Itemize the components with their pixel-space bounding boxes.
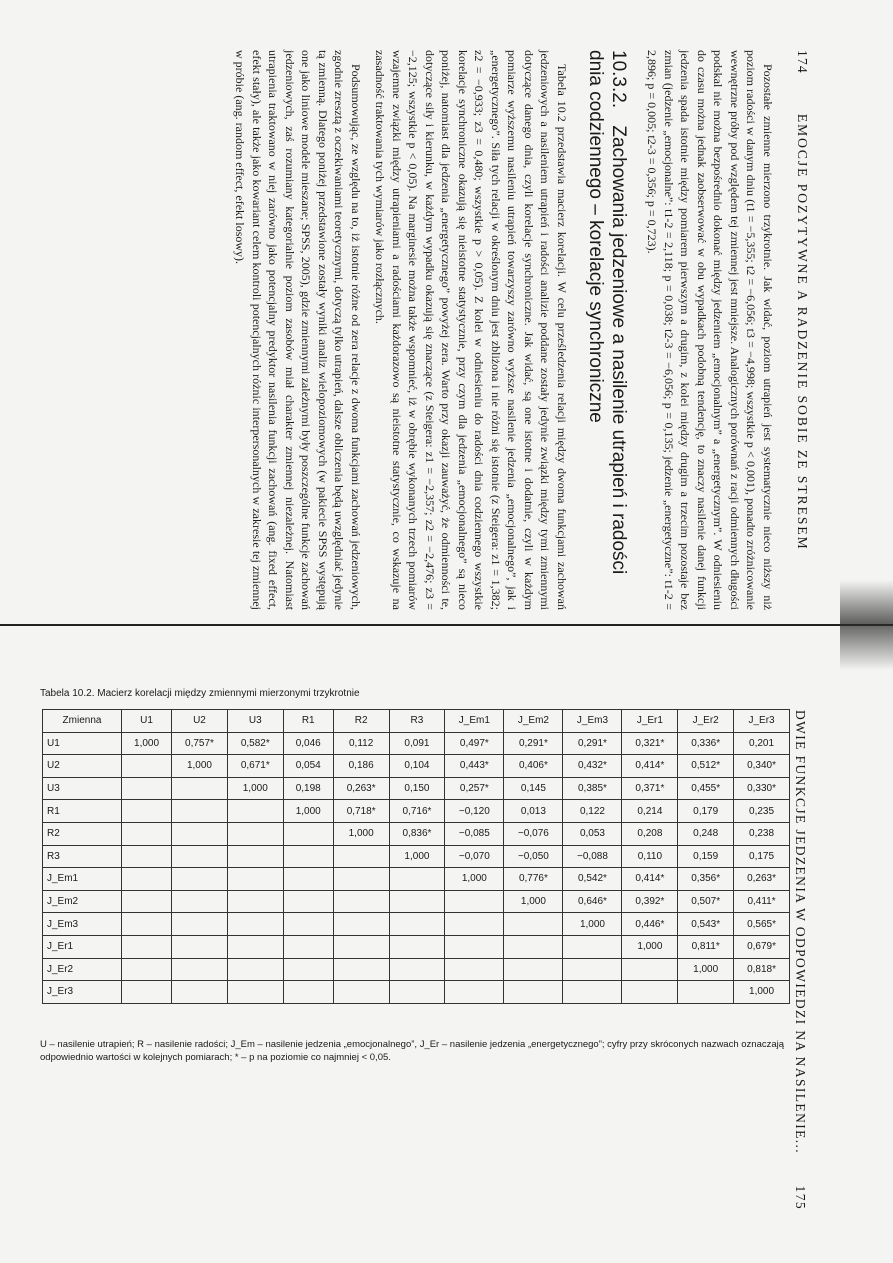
- column-header: U3: [227, 710, 283, 733]
- correlation-cell: [172, 845, 228, 868]
- correlation-cell: 0,446*: [622, 913, 678, 936]
- correlation-cell: 0,110: [622, 845, 678, 868]
- correlation-cell: [678, 981, 734, 1004]
- correlation-cell: 0,145: [504, 777, 563, 800]
- correlation-cell: 0,646*: [563, 890, 622, 913]
- correlation-cell: [172, 981, 228, 1004]
- correlation-cell: 0,811*: [678, 935, 734, 958]
- correlation-cell: 0,818*: [734, 958, 790, 981]
- correlation-cell: [333, 935, 389, 958]
- correlation-cell: [122, 822, 172, 845]
- correlation-cell: 0,679*: [734, 935, 790, 958]
- correlation-cell: [227, 935, 283, 958]
- correlation-cell: 0,330*: [734, 777, 790, 800]
- correlation-cell: −0,050: [504, 845, 563, 868]
- correlation-cell: 0,053: [563, 822, 622, 845]
- correlation-cell: 0,235: [734, 800, 790, 823]
- correlation-cell: [504, 935, 563, 958]
- column-header: R1: [283, 710, 333, 733]
- correlation-cell: [172, 913, 228, 936]
- correlation-cell: [283, 935, 333, 958]
- correlation-cell: 0,385*: [563, 777, 622, 800]
- correlation-cell: 0,776*: [504, 868, 563, 891]
- correlation-cell: 0,238: [734, 822, 790, 845]
- running-head-left-title: EMOCJE POZYTYWNE A RADZENIE SOBIE ZE STRESEM: [795, 113, 810, 551]
- correlation-cell: 0,565*: [734, 913, 790, 936]
- section-heading: [584, 50, 630, 610]
- correlation-cell: 0,175: [734, 845, 790, 868]
- correlation-cell: 0,497*: [445, 732, 504, 755]
- page-number-right: 175: [793, 1185, 808, 1210]
- correlation-cell: 0,443*: [445, 755, 504, 778]
- correlation-cell: 1,000: [622, 935, 678, 958]
- correlation-cell: 0,186: [333, 755, 389, 778]
- correlation-cell: [122, 800, 172, 823]
- correlation-cell: [172, 868, 228, 891]
- correlation-cell: 0,414*: [622, 868, 678, 891]
- correlation-cell: 0,179: [678, 800, 734, 823]
- correlation-cell: 0,414*: [622, 755, 678, 778]
- paragraph-2: Tabela 10.2 przedstawia macierz korelacji. W celu prześledzenia relacji między dwoma funkcjami zachowań jedzeniowych a nasileniem utrapień i radości analizie poddane zostały jedynie związki między tymi zmiennymi dotyczące danego dnia, czyli korelacje synchroniczne. Jak widać, są one istotne i dodatnie, czyli w każdym pomiarze wyższemu nasileniu utrapień towarzyszy zarówno wyższe nasilenie jedzenia „emocjonalnego”, jak i „energetycznego”. Siła tych relacji w określonym dniu jest zbliżona i nie różni się istotnie (z Steigera: z1 = 1,382; z2 = −0,933; z3 = 0,480; wszystkie p > 0,05). Z kolei w odniesieniu do radości dnia codziennego wszystkie korelacje synchroniczne okazują się nieistotne statystycznie, przy czym dla jedzenia „emocjonalnego” są nieco poniżej, natomiast dla jedzenia „energetycznego” powyżej zera. Warto przy okazji zauważyć, że odmienności te, dotyczące siły i kierunku, w każdym wypadku okazują się znaczące (z Steigera: z1 = −2,357; z2 = −2,476; z3 = −2,125; wszystkie p < 0,05). Na marginesie można także wspomnieć, iż w obrębie wykonanych trzech pomiarów wzajemne związki między utrapieniami a radościami każdorazowo są nieistotne statystycznie, co wskazuje na zasadność traktowania tych wymiarów jako rozłącznych.: [373, 50, 569, 610]
- correlation-cell: 0,432*: [563, 755, 622, 778]
- correlation-cell: [122, 958, 172, 981]
- correlation-cell: [563, 935, 622, 958]
- correlation-cell: [122, 755, 172, 778]
- table-row: [43, 845, 790, 868]
- correlation-cell: 0,671*: [227, 755, 283, 778]
- table-row: [43, 935, 790, 958]
- table-caption: Tabela 10.2. Macierz korelacji między zmiennymi mierzonymi trzykrotnie: [40, 688, 360, 699]
- correlation-cell: [283, 822, 333, 845]
- correlation-cell: [283, 845, 333, 868]
- correlation-cell: 1,000: [563, 913, 622, 936]
- table-row: [43, 958, 790, 981]
- correlation-cell: 0,208: [622, 822, 678, 845]
- table-row: [43, 822, 790, 845]
- correlation-cell: [122, 935, 172, 958]
- correlation-cell: 0,392*: [622, 890, 678, 913]
- row-header-cell: J_Em2: [43, 890, 122, 913]
- correlation-cell: [227, 890, 283, 913]
- correlation-cell: [389, 935, 445, 958]
- correlation-cell: 0,507*: [678, 890, 734, 913]
- correlation-cell: 0,150: [389, 777, 445, 800]
- correlation-cell: [504, 981, 563, 1004]
- correlation-cell: 1,000: [122, 732, 172, 755]
- correlation-table: [42, 709, 790, 1004]
- correlation-cell: 1,000: [389, 845, 445, 868]
- section-number: 10.3.2.: [608, 50, 629, 109]
- row-header-cell: R2: [43, 822, 122, 845]
- column-header: J_Em1: [445, 710, 504, 733]
- row-header-cell: J_Er3: [43, 981, 122, 1004]
- correlation-cell: 0,257*: [445, 777, 504, 800]
- column-header: Zmienna: [43, 710, 122, 733]
- column-header: J_Em2: [504, 710, 563, 733]
- correlation-cell: 0,263*: [333, 777, 389, 800]
- correlation-cell: 0,543*: [678, 913, 734, 936]
- correlation-cell: 0,291*: [504, 732, 563, 755]
- row-header-cell: J_Er2: [43, 958, 122, 981]
- correlation-cell: 0,406*: [504, 755, 563, 778]
- correlation-cell: 0,013: [504, 800, 563, 823]
- correlation-cell: 0,321*: [622, 732, 678, 755]
- correlation-cell: [172, 822, 228, 845]
- table-row: [43, 890, 790, 913]
- correlation-cell: [227, 868, 283, 891]
- column-header: J_Em3: [563, 710, 622, 733]
- row-header-cell: J_Em1: [43, 868, 122, 891]
- column-header: J_Er1: [622, 710, 678, 733]
- correlation-cell: 1,000: [333, 822, 389, 845]
- correlation-cell: [283, 958, 333, 981]
- correlation-cell: 0,263*: [734, 868, 790, 891]
- correlation-cell: [333, 981, 389, 1004]
- correlation-cell: −0,070: [445, 845, 504, 868]
- correlation-cell: −0,076: [504, 822, 563, 845]
- column-header: R3: [389, 710, 445, 733]
- running-head-left: [794, 50, 810, 610]
- correlation-cell: [333, 868, 389, 891]
- correlation-cell: [389, 868, 445, 891]
- correlation-cell: [172, 800, 228, 823]
- correlation-cell: [333, 890, 389, 913]
- correlation-cell: 0,371*: [622, 777, 678, 800]
- correlation-cell: [445, 958, 504, 981]
- correlation-cell: [122, 981, 172, 1004]
- correlation-cell: 0,718*: [333, 800, 389, 823]
- correlation-cell: 1,000: [504, 890, 563, 913]
- correlation-cell: 0,340*: [734, 755, 790, 778]
- page-number-left: 174: [795, 50, 810, 74]
- paragraph-3: Podsumowując, ze względu na to, iż istotnie różne od zera relacje z dwoma funkcjami zachowań jedzeniowych, zgodnie zresztą z oczekiwaniami teoretycznymi, dotyczą tylko utrapień, dalsze obliczenia będą uwzględniać jedynie tą zmienną. Dlatego poniżej przedstawione zostały wyniki analiz wielopoziomowych (w pakiecie SPSS występują one jako liniowe modele mieszane; SPSS, 2005), gdzie zmiennymi zależnymi były poszczególne funkcje zachowań jedzeniowych, zaś rozumiany kategorialnie poziom zasobów miał charakter zmiennej niezależnej. Natomiast utrapienia traktowano w niej zarówno jako potencjalny predyktor nasilenia funkcji zachowań (ang. fixed effect, efekt stały), ale także jako kowariant celem kontroli potencjalnych różnic interpersonalnych w zakresie tej zmiennej w próbie (ang. random effect, efekt losowy).: [233, 50, 363, 610]
- correlation-cell: [333, 958, 389, 981]
- correlation-cell: [445, 890, 504, 913]
- correlation-cell: [283, 890, 333, 913]
- row-header-cell: R3: [43, 845, 122, 868]
- correlation-cell: −0,088: [563, 845, 622, 868]
- correlation-cell: 0,248: [678, 822, 734, 845]
- correlation-cell: [227, 800, 283, 823]
- left-page-content: [224, 50, 810, 610]
- table-row: [43, 777, 790, 800]
- correlation-cell: 0,214: [622, 800, 678, 823]
- correlation-cell: 1,000: [678, 958, 734, 981]
- correlation-cell: [333, 913, 389, 936]
- correlation-cell: 0,159: [678, 845, 734, 868]
- table-row: [43, 981, 790, 1004]
- correlation-cell: [389, 913, 445, 936]
- correlation-cell: [122, 777, 172, 800]
- table-footnote: U – nasilenie utrapień; R – nasilenie radości; J_Em – nasilenie jedzenia „emocjonalnego”, J_Er – nasilenie jedzenia „energetycznego”; cyfry przy skróconych nazwach oznaczają odpowiednio wartości w kolejnych pomiarach; * – p na poziomie co najmniej < 0,05.: [40, 1039, 785, 1063]
- correlation-cell: 0,455*: [678, 777, 734, 800]
- row-header-cell: J_Er1: [43, 935, 122, 958]
- correlation-cell: [283, 913, 333, 936]
- correlation-cell: 0,757*: [172, 732, 228, 755]
- paragraph-1: Pozostałe zmienne mierzono trzykrotnie. Jak widać, poziom utrapień jest systematycznie nieco niższy niż poziom radości w danym dniu (t1 = −5,355; t2 = −6,056; t3 = −4,998; wszystkie p < 0,001), ponadto zróżnicowanie wewnętrzne próby pod względem tej zmiennej jest mniejsze. Analogicznych porównań z racji odmiennych długości podskal nie można bezpośrednio dokonać między jedzeniem „emocjonalnym” a „energetycznym”. W odniesieniu do czasu można jednak zaobserwować w obu wypadkach podobną tendencję, to znaczy nasilenie danej funkcji jedzenia spada istotnie między pomiarem pierwszym a drugim, z kolei między drugim a trzecim pozostaje bez zmian (jedzenie „emocjonalne”: t1-2 = 2,118; p = 0,038; t2-3 = −6,056; p = 0,135; jedzenie „energetyczne”: t1-2 = 2,896; p = 0,005; t2-3 = 0,356; p = 0,723).: [645, 50, 775, 610]
- correlation-cell: [333, 845, 389, 868]
- column-header: J_Er3: [734, 710, 790, 733]
- table-row: [43, 755, 790, 778]
- row-header-cell: U1: [43, 732, 122, 755]
- correlation-cell: [504, 958, 563, 981]
- column-header: J_Er2: [678, 710, 734, 733]
- table-row: [43, 868, 790, 891]
- correlation-cell: [122, 845, 172, 868]
- correlation-cell: 0,104: [389, 755, 445, 778]
- correlation-cell: [445, 913, 504, 936]
- correlation-cell: [389, 958, 445, 981]
- correlation-cell: −0,120: [445, 800, 504, 823]
- correlation-cell: [622, 981, 678, 1004]
- correlation-cell: 0,411*: [734, 890, 790, 913]
- section-title: Zachowania jedzeniowe a nasilenie utrapień i radości dnia codziennego – korelacje synchroniczne: [585, 50, 629, 575]
- table-row: [43, 732, 790, 755]
- correlation-cell: 0,512*: [678, 755, 734, 778]
- running-head-right-title: DWIE FUNKCJE JEDZENIA W ODPOWIEDZI NA NASILENIE...: [793, 710, 808, 1155]
- correlation-cell: 0,356*: [678, 868, 734, 891]
- correlation-cell: [504, 913, 563, 936]
- table-header-row: [43, 710, 790, 733]
- correlation-cell: [283, 981, 333, 1004]
- correlation-cell: [122, 890, 172, 913]
- correlation-cell: [227, 981, 283, 1004]
- row-header-cell: U2: [43, 755, 122, 778]
- correlation-cell: 1,000: [227, 777, 283, 800]
- table-row: [43, 913, 790, 936]
- row-header-cell: R1: [43, 800, 122, 823]
- correlation-cell: 0,054: [283, 755, 333, 778]
- correlation-cell: 0,201: [734, 732, 790, 755]
- correlation-cell: −0,085: [445, 822, 504, 845]
- correlation-cell: [563, 981, 622, 1004]
- correlation-cell: [172, 958, 228, 981]
- table-row: [43, 800, 790, 823]
- correlation-cell: 0,112: [333, 732, 389, 755]
- correlation-cell: 1,000: [283, 800, 333, 823]
- correlation-cell: 1,000: [445, 868, 504, 891]
- correlation-cell: 0,122: [563, 800, 622, 823]
- correlation-cell: [445, 981, 504, 1004]
- column-header: U1: [122, 710, 172, 733]
- correlation-cell: [445, 935, 504, 958]
- row-header-cell: U3: [43, 777, 122, 800]
- correlation-cell: [227, 822, 283, 845]
- running-head-right: [792, 710, 808, 1210]
- correlation-cell: [227, 845, 283, 868]
- correlation-cell: 0,836*: [389, 822, 445, 845]
- correlation-cell: 0,716*: [389, 800, 445, 823]
- table-body: [43, 732, 790, 1003]
- correlation-cell: [563, 958, 622, 981]
- correlation-cell: [172, 777, 228, 800]
- correlation-cell: 0,336*: [678, 732, 734, 755]
- correlation-cell: [283, 868, 333, 891]
- column-header: U2: [172, 710, 228, 733]
- correlation-cell: [227, 913, 283, 936]
- correlation-cell: [122, 913, 172, 936]
- correlation-cell: [389, 890, 445, 913]
- correlation-cell: 0,542*: [563, 868, 622, 891]
- correlation-cell: 0,198: [283, 777, 333, 800]
- correlation-cell: 1,000: [172, 755, 228, 778]
- correlation-cell: 0,046: [283, 732, 333, 755]
- correlation-cell: [227, 958, 283, 981]
- correlation-cell: 0,582*: [227, 732, 283, 755]
- correlation-cell: [172, 890, 228, 913]
- correlation-cell: 0,091: [389, 732, 445, 755]
- page-divider: [0, 624, 893, 626]
- correlation-cell: [622, 958, 678, 981]
- correlation-cell: [172, 935, 228, 958]
- row-header-cell: J_Em3: [43, 913, 122, 936]
- correlation-cell: [389, 981, 445, 1004]
- correlation-cell: 0,291*: [563, 732, 622, 755]
- correlation-cell: 1,000: [734, 981, 790, 1004]
- correlation-cell: [122, 868, 172, 891]
- column-header: R2: [333, 710, 389, 733]
